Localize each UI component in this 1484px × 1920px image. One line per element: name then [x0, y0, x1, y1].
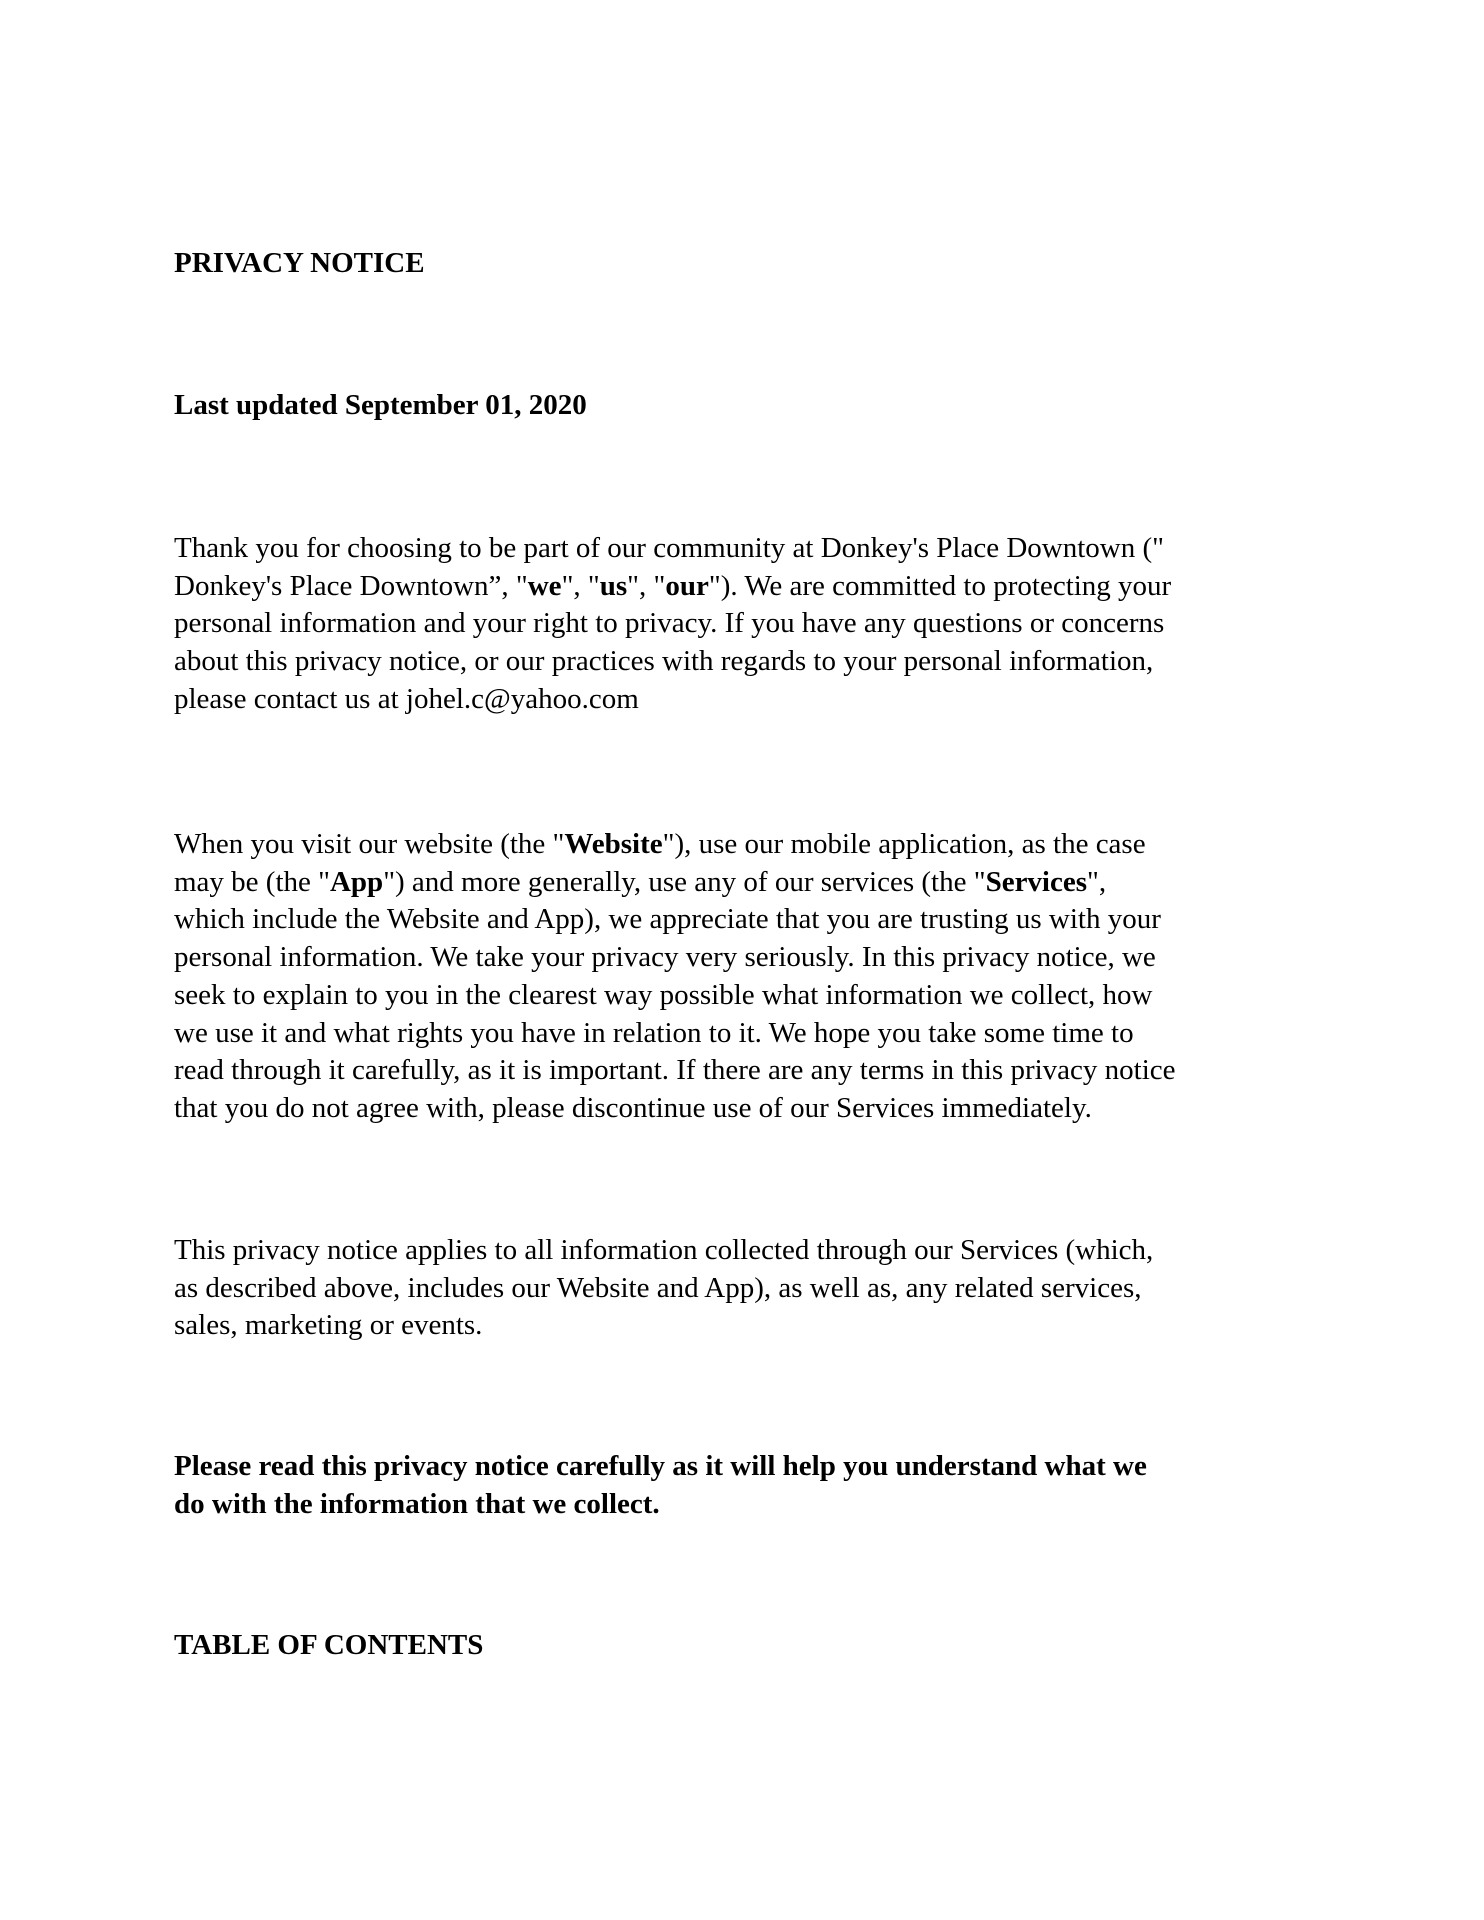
read-notice-line-2: do with the information that we collect. [174, 1487, 660, 1520]
scope-line-3: sales, marketing or events. [174, 1309, 483, 1342]
term-us: us [599, 569, 628, 602]
services-line-2-mid: ") and more generally, use any of our services (the " [383, 865, 986, 898]
services-line-2-end: ", [1087, 865, 1107, 898]
intro-line-5 [174, 681, 1324, 719]
intro-line-1: Thank you for choosing to be part of our community at Donkey's Place Downtown (" [174, 532, 1164, 564]
intro-line-2-end: "). We are committed to protecting your [708, 569, 1172, 602]
intro-separator-1: ", " [561, 569, 600, 602]
services-line-1 [174, 826, 1324, 864]
intro-line-4: about this privacy notice, or our practices with regards to your personal information, [174, 645, 1154, 678]
term-app: App [329, 865, 384, 898]
intro-paragraph [174, 530, 1324, 719]
services-line-7: read through it carefully, as it is important. If there are any terms in this privacy notice [174, 1054, 1176, 1087]
services-paragraph [174, 826, 1324, 1128]
services-line-8: that you do not agree with, please discontinue use of our Services immediately. [174, 1091, 1092, 1124]
services-line-3: which include the Website and App), we appreciate that you are trusting us with your [174, 903, 1161, 936]
intro-separator-2: ", " [627, 569, 666, 602]
term-our: our [665, 569, 709, 602]
table-of-contents-heading: TABLE OF CONTENTS [174, 1629, 484, 1661]
term-services: Services [985, 865, 1088, 898]
services-line-4: personal information. We take your privacy very seriously. In this privacy notice, we [174, 941, 1156, 974]
contact-email: johel.c@yahoo.com [405, 682, 639, 715]
intro-line-2 [174, 568, 1324, 606]
scope-line-1: This privacy notice applies to all information collected through our Services (which, [174, 1234, 1154, 1266]
read-notice-line-1: Please read this privacy notice carefully as it will help you understand what we [174, 1450, 1147, 1482]
services-line-2 [174, 864, 1324, 902]
services-line-1-text: When you visit our website (the " [174, 828, 565, 860]
intro-line-3: personal information and your right to privacy. If you have any questions or concerns [174, 607, 1165, 640]
read-notice-paragraph [174, 1448, 1324, 1523]
services-line-2-text: may be (the " [174, 865, 330, 898]
services-line-1-end: "), use our mobile application, as the case [662, 828, 1146, 860]
scope-line-2: as described above, includes our Website and App), as well as, any related services, [174, 1271, 1142, 1304]
term-website: Website [564, 828, 663, 860]
intro-line-2-text: Donkey's Place Downtown”, " [174, 569, 528, 602]
services-line-5: seek to explain to you in the clearest way possible what information we collect, how [174, 978, 1153, 1011]
term-we: we [527, 569, 562, 602]
scope-paragraph [174, 1232, 1324, 1345]
page-title: PRIVACY NOTICE [174, 247, 425, 279]
contact-prompt: please contact us at [174, 682, 406, 715]
services-line-6: we use it and what rights you have in relation to it. We hope you take some time to [174, 1016, 1134, 1049]
last-updated-date: Last updated September 01, 2020 [174, 389, 587, 421]
